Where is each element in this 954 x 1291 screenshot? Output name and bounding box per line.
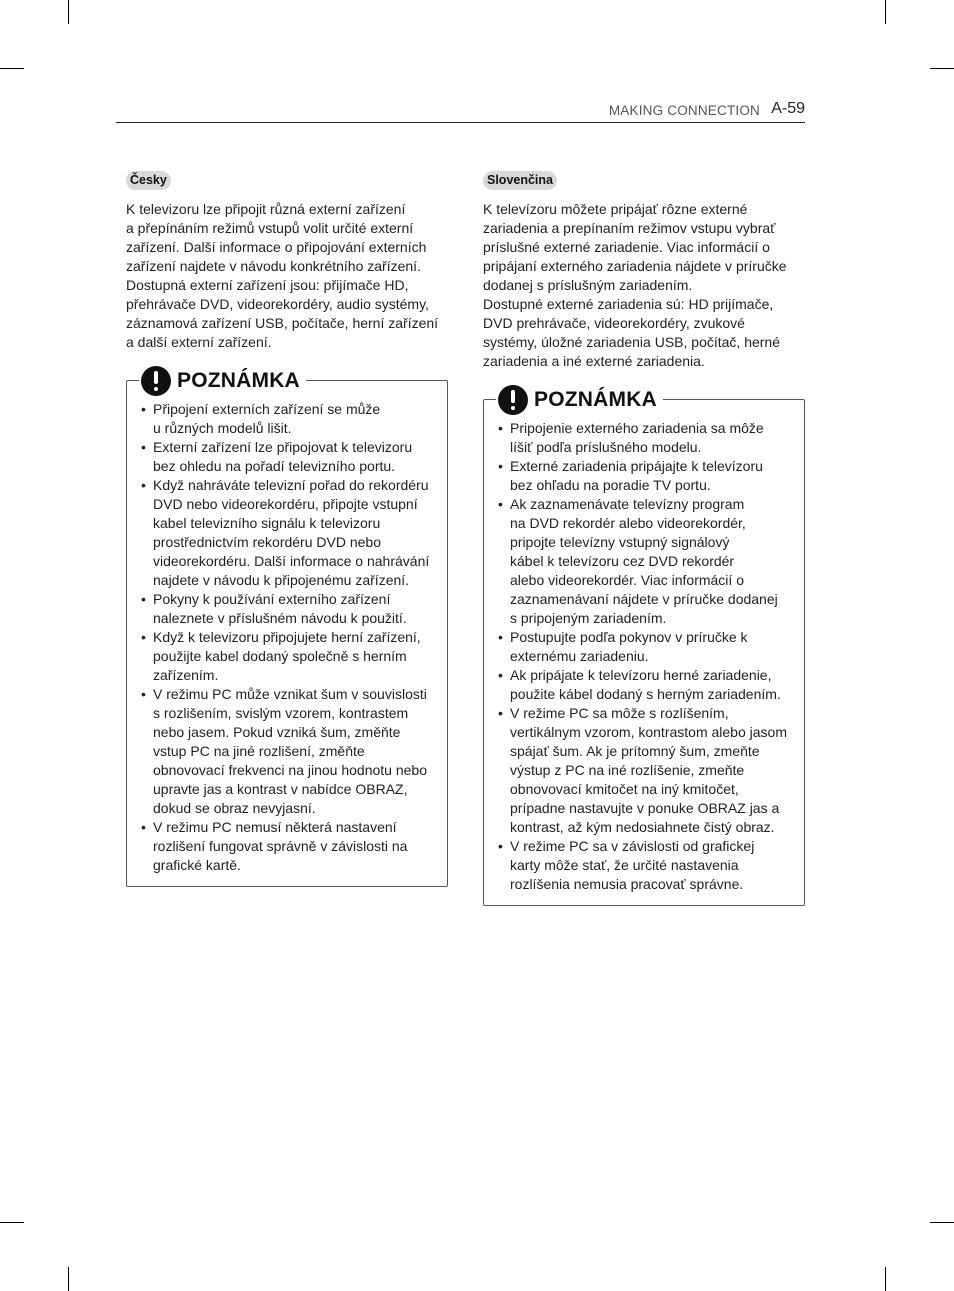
list-item: • Když k televizoru připojujete herní zařízení, použijte kabel dodaný společně s herním zařízením. (141, 629, 421, 683)
crop-mark (930, 68, 954, 69)
list-item: • V režime PC sa v závislosti od grafickej karty môže stať, že určité nastavenia rozlíšenia nemusia pracovať správne. (498, 838, 755, 892)
note-header (496, 383, 663, 417)
list-item: • V režimu PC může vznikat šum v souvislosti s rozlišením, svislým vzorem, kontrastem nebo jasem. Pokud vzniká šum, změňte vstup PC na jiné rozlišení, změňte obnovovací frekvenci na jinou hodnotu nebo upravte jas a kontrast v nabídce OBRAZ, dokud se obraz nevyjasní. (141, 686, 427, 816)
list-item: • Externé zariadenia pripájajte k televízoru bez ohľadu na poradie TV portu. (498, 458, 763, 493)
note-box (483, 388, 805, 906)
list-item: • Externí zařízení lze připojovat k televizoru bez ohledu na pořadí televizního portu. (141, 439, 413, 474)
list-item: • Postupujte podľa pokynov v príručke k externému zariadeniu. (498, 629, 748, 664)
column-czech (126, 171, 448, 887)
list-item: • Když nahráváte televizní pořad do rekordéru DVD nebo videorekordéru, připojte vstupní kabel televizního signálu k televizoru prostřednictvím rekordéru DVD nebo videorekordéru. Další informace o nahrávání najdete v návodu k připojenému zařízení. (141, 477, 430, 588)
intro-text: K televizoru lze připojit různá externí zařízení a přepínáním režimů vstupů volit určité externí zařízení. Další informace o připojování externích zařízení najdete v návodu konkrétního zařízení. Dostupná externí zařízení jsou: přijímače HD, přehrávače DVD, videorekordéry, audio systémy, záznamová zařízení USB, počítače, herní zařízení a další externí zařízení. (126, 201, 439, 350)
crop-mark (68, 0, 69, 24)
note-title: POZNÁMKA (177, 369, 300, 392)
crop-mark (0, 68, 24, 69)
exclamation-icon (141, 366, 171, 396)
list-item: • Ak zaznamenávate televízny program na DVD rekordér alebo videorekordér, pripojte televízny vstupný signálový kábel k televízoru cez DVD rekordér alebo videorekordér. Viac informácií o zaznamenávaní nájdete v príručke dodanej s pripojeným zariadením. (498, 496, 778, 626)
crop-mark (885, 1267, 886, 1291)
list-item: • Pokyny k používání externího zařízení naleznete v příslušném návodu k použití. (141, 591, 407, 626)
list-item: • V režimu PC nemusí některá nastavení rozlišení fungovat správně v závislosti na grafické kartě. (141, 819, 408, 873)
page-header (116, 100, 805, 123)
list-item: • V režime PC sa môže s rozlíšením, vertikálnym vzorom, kontrastom alebo jasom spájať šum. Ak je prítomný šum, zmeňte výstup z PC na iné rozlíšenie, zmeňte obnovovací kmitočet na iný kmitočet, prípadne nastavujte v ponuke OBRAZ jas a kontrast, až kým nedosiahnete čistý obraz. (498, 705, 787, 835)
note-list (141, 400, 437, 875)
exclamation-icon (498, 385, 528, 415)
list-item: • Ak pripájate k televízoru herné zariadenie, použite kábel dodaný s herným zariadením. (498, 667, 781, 702)
page-number: A-59 (771, 100, 805, 117)
note-box (126, 369, 448, 887)
language-badge: Slovenčina (483, 171, 557, 190)
crop-mark (885, 0, 886, 24)
list-item: • Pripojenie externého zariadenia sa môže líšiť podľa príslušného modelu. (498, 420, 764, 455)
section-title: MAKING CONNECTION (608, 103, 760, 118)
list-item: • Připojení externích zařízení se může u různých modelů lišit. (141, 401, 381, 436)
crop-mark (0, 1222, 24, 1223)
note-header (139, 364, 306, 398)
crop-mark (930, 1222, 954, 1223)
note-list (498, 419, 794, 894)
language-badge: Česky (126, 171, 171, 190)
note-title: POZNÁMKA (534, 388, 657, 411)
intro-text: K televízoru môžete pripájať rôzne externé zariadenia a prepínaním režimov vstupu vybrať príslušné externé zariadenie. Viac informácií o pripájaní externého zariadenia nájdete v príručke dodanej s príslušným zariadením. Dostupné externé zariadenia sú: HD prijímače, DVD prehrávače, videorekordéry, zvukové systémy, úložné zariadenia USB, počítač, herné zariadenia a iné externé zariadenia. (483, 201, 787, 369)
column-slovak (483, 171, 805, 906)
crop-mark (68, 1267, 69, 1291)
